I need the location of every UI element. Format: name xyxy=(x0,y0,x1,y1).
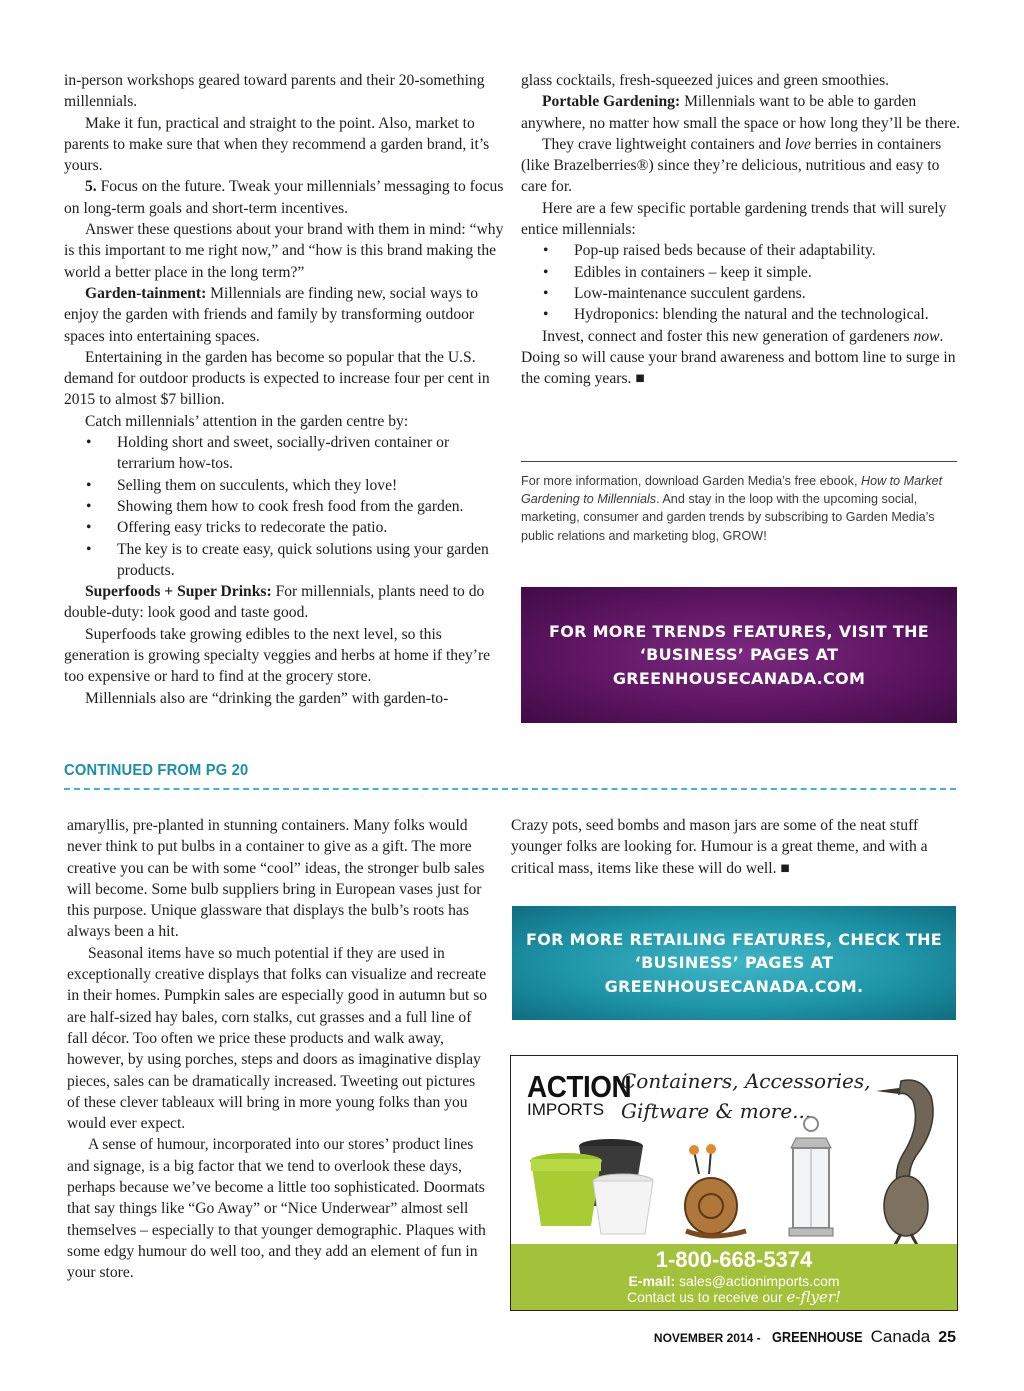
text-run: berries in containers (like Brazelberries®) since they’re delicious, nutritious and easy to care for. xyxy=(521,135,942,196)
section-text: For millennials, plants need to do double-duty: look good and taste good. xyxy=(64,583,485,622)
ebook-title: How to Market Gardening to Millennials xyxy=(521,474,943,507)
info-divider xyxy=(521,461,957,462)
ad-product-illustration xyxy=(511,1056,957,1256)
text-run: For more information, download Garden Media’s free ebook, xyxy=(521,474,861,488)
list-item: • Low-maintenance succulent gardens. xyxy=(521,283,961,304)
text-run: . Doing so will cause your brand awareness and bottom line to surge in the coming years. ■ xyxy=(521,327,956,388)
section-heading: Superfoods + Super Drinks: xyxy=(85,583,272,601)
point-number: 5. xyxy=(85,178,97,196)
paragraph: glass cocktails, fresh-squeezed juices and green smoothies. xyxy=(521,72,890,89)
paragraph xyxy=(521,91,961,134)
promo-text xyxy=(526,928,942,999)
paragraph: Millennials also are “drinking the garden” with garden-to- xyxy=(85,689,449,707)
paragraph: Entertaining in the garden has become so popular that the U.S. demand for outdoor products is expected to increase four per cent in 2015 to almost $7 billion. xyxy=(64,348,490,409)
list-item: • Hydroponics: blending the natural and the technological. xyxy=(521,304,961,325)
bottom-right-column xyxy=(511,815,951,879)
ad-cta xyxy=(511,1289,957,1306)
emphasis: now xyxy=(913,327,940,345)
green-pot-icon xyxy=(530,1153,602,1226)
paragraph: Here are a few specific portable gardening trends that will surely entice millennials: xyxy=(521,199,947,239)
promo-line: FOR MORE TRENDS FEATURES, VISIT THE xyxy=(548,621,930,641)
list-item: • Offering easy tricks to redecorate the patio. xyxy=(64,517,504,538)
text-run: . And stay in the loop with the upcoming social, marketing, consumer and garden trends by subscribing to Garden Media’s public relations and marketing blog, GROW! xyxy=(521,492,935,543)
cta-emphasis: e-flyer! xyxy=(786,1288,842,1306)
info-note xyxy=(521,472,957,545)
section-heading: Garden-tainment: xyxy=(85,284,207,302)
section-text: Millennials are finding new, social ways to enjoy the garden with friends and family by transforming outdoor spaces into entertaining spaces. xyxy=(64,284,479,345)
continued-heading: CONTINUED FROM PG 20 xyxy=(64,762,249,779)
promo-line: ‘BUSINESS’ PAGES AT xyxy=(634,953,834,973)
bullet-list xyxy=(64,432,504,581)
trends-promo-banner[interactable] xyxy=(521,587,957,723)
paragraph: in-person workshops geared toward parents and their 20-something millennials. xyxy=(64,72,485,111)
email-address[interactable]: sales@actionimports.com xyxy=(675,1273,840,1289)
list-item: • Holding short and sweet, socially-driven container or terrarium how-tos. xyxy=(64,432,504,475)
paragraph: Make it fun, practical and straight to the point. Also, market to parents to make sure that when they recommend a garden brand, it’s yours. xyxy=(64,114,490,175)
snail-figurine-icon xyxy=(685,1144,746,1236)
list-item: • Showing them how to cook fresh food from the garden. xyxy=(64,496,504,517)
magazine-name-suffix: Canada xyxy=(870,1327,931,1346)
page-number: 25 xyxy=(938,1329,956,1346)
dashed-divider xyxy=(64,788,956,790)
paragraph xyxy=(521,134,961,198)
section-text: Millennials want to be able to garden anywhere, no matter how small the space or how long they’ll be there. xyxy=(521,93,961,132)
white-pot-icon xyxy=(593,1174,653,1234)
ad-brand-name: ACTION xyxy=(527,1069,632,1104)
tagline-line: Containers, Accessories, xyxy=(621,1069,871,1093)
left-column xyxy=(64,70,504,709)
ad-contact-band xyxy=(511,1244,957,1310)
promo-link[interactable]: GREENHOUSECANADA.COM. xyxy=(604,976,864,996)
retail-promo-banner[interactable] xyxy=(512,906,956,1020)
bullet-list xyxy=(521,240,961,325)
paragraph: Answer these questions about your brand with them in mind: “why is this important to me right now,” and “how is this brand making the world a better place in the long term?” xyxy=(64,221,504,281)
text-run: They crave lightweight containers and xyxy=(542,135,785,153)
right-column xyxy=(521,70,961,389)
action-imports-ad[interactable] xyxy=(510,1055,958,1311)
list-item: • Selling them on succulents, which they love! xyxy=(64,475,504,496)
email-label: E-mail: xyxy=(628,1273,676,1289)
list-item: • Edibles in containers – keep it simple. xyxy=(521,262,961,283)
section-heading: Portable Gardening: xyxy=(542,93,681,111)
tagline-line: Giftware & more... xyxy=(621,1099,812,1123)
crane-statue-icon xyxy=(876,1080,933,1256)
paragraph: A sense of humour, incorporated into our stores’ product lines and signage, is a big factor that we tend to overlook these days, perhaps because we’ve become a little too sophisticated. Doormats that say things like “Go Away” or “Nice Underwear” almost sell themselves – especially to that younger demographic. Plaques with some edgy humour do well too, and they add an element of fun in your store. xyxy=(67,1136,486,1282)
paragraph: Superfoods take growing edibles to the next level, so this generation is growing specialty veggies and herbs at home if they’re too expensive or hard to find at the grocery store. xyxy=(64,625,491,686)
paragraph xyxy=(64,581,504,624)
emphasis: love xyxy=(784,135,811,153)
ad-phone[interactable]: 1-800-668-5374 xyxy=(655,1247,813,1272)
promo-text xyxy=(549,620,929,691)
paragraph: Crazy pots, seed bombs and mason jars are some of the neat stuff younger folks are looking for. Humour is a great theme, and with a critical mass, items like these will do well. ■ xyxy=(511,817,928,877)
text-run: Invest, connect and foster this new generation of gardeners xyxy=(542,327,914,345)
ad-email[interactable] xyxy=(511,1273,957,1289)
lantern-icon xyxy=(789,1117,833,1236)
bottom-left-column xyxy=(67,815,489,1284)
point-text: Focus on the future. Tweak your millennials’ messaging to focus on long-term goals and short-term incentives. xyxy=(64,178,504,217)
list-item: • Pop-up raised beds because of their adaptability. xyxy=(521,240,961,261)
promo-link[interactable]: GREENHOUSECANADA.COM xyxy=(612,668,866,688)
paragraph: amaryllis, pre-planted in stunning containers. Many folks would never think to put bulbs in a container to give as a gift. The more creative you can be with some “cool” ideas, the stronger bulb sales will become. Some bulb suppliers bring in European vases just for this purpose. Unique glassware that displays the bulb’s roots has always been a hit. xyxy=(67,817,485,941)
paragraph: Catch millennials’ attention in the garden centre by: xyxy=(85,412,409,430)
issue-date: NOVEMBER 2014 - xyxy=(653,1331,764,1345)
paragraph xyxy=(64,176,504,219)
paragraph xyxy=(521,326,961,390)
ad-brand-subname: IMPORTS xyxy=(527,1100,605,1119)
paragraph xyxy=(64,283,504,347)
promo-line: ‘BUSINESS’ PAGES AT xyxy=(639,645,839,665)
paragraph: Seasonal items have so much potential if they are used in exceptionally creative displays that folks can visualize and recreate in their homes. Pumpkin sales are especially good in autumn but so are half-sized hay bales, corn stalks, cut grasses and a full line of fall décor. Too often we price these products and walk away, however, by using porches, steps and doors as imaginative display pieces, sales can be dramatically increased. Tweeting out pictures of these clever tableaux will bring in more young folks than you would ever expect. xyxy=(67,944,488,1133)
cta-text: Contact us to receive our xyxy=(626,1289,787,1305)
promo-line: FOR MORE RETAILING FEATURES, CHECK THE xyxy=(525,929,942,949)
list-item: • The key is to create easy, quick solutions using your garden products. xyxy=(64,539,504,582)
page-footer xyxy=(654,1327,956,1347)
magazine-name: GREENHOUSE xyxy=(771,1329,863,1346)
